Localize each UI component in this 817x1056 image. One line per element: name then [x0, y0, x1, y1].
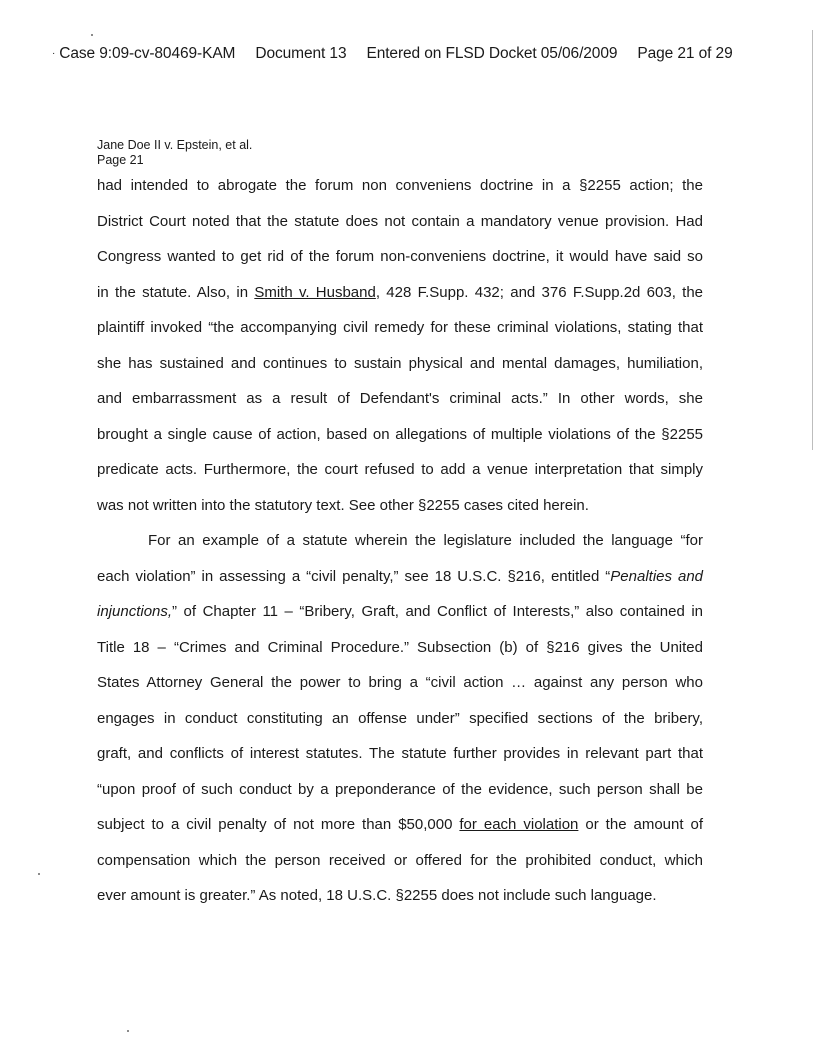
text-line: compensation which the person received or offered for the prohibited conduct, which	[97, 851, 703, 869]
text-line: was not written into the statutory text. See other §2255 cases cited herein.	[97, 496, 589, 514]
text-line: District Court noted that the statute does not contain a mandatory venue provision. Had	[97, 212, 703, 230]
text-fragment: each violation” in assessing a “civil penalty,” see 18 U.S.C. §216, entitled “	[97, 567, 611, 585]
text-line: and embarrassment as a result of Defendant's criminal acts.” In other words, she	[97, 390, 703, 407]
text-line	[97, 807, 703, 843]
text-line: she has sustained and continues to sustain physical and mental damages, humiliation,	[97, 354, 703, 372]
text-line: Title 18 – “Crimes and Criminal Procedure.” Subsection (b) of §216 gives the United	[97, 638, 703, 656]
statute-title: injunctions,	[97, 603, 173, 620]
text-line: ever amount is greater.” As noted, 18 U.S.C. §2255 does not include such language.	[97, 887, 657, 904]
scan-speck	[38, 873, 40, 875]
caption-page: Page 21	[97, 153, 144, 167]
case-number: Case 9:09-cv-80469-KAM	[59, 45, 236, 62]
text-line: States Attorney General the power to bring a “civil action … against any person who	[97, 674, 703, 691]
text-line: had intended to abrogate the forum non conveniens doctrine in a §2255 action; the	[97, 177, 703, 194]
text-fragment: ” of Chapter 11 – “Bribery, Graft, and Conflict of Interests,” also contained in	[172, 603, 703, 620]
docket-entry-date: Entered on FLSD Docket 05/06/2009	[366, 45, 618, 62]
scan-mark: ·	[52, 48, 56, 60]
page-count: Page 21 of 29	[637, 45, 733, 62]
text-line: engages in conduct constituting an offense under” specified sections of the bribery,	[97, 709, 703, 727]
docket-header	[52, 45, 733, 63]
statute-title: Penalties and	[610, 567, 704, 585]
text-fragment: subject to a civil penalty of not more than $50,000	[97, 816, 460, 833]
case-caption	[97, 138, 252, 168]
text-fragment: , 428 F.Supp. 432; and 376 F.Supp.2d 603, the	[375, 283, 703, 301]
text-fragment: or the amount of	[578, 816, 704, 833]
emphasized-phrase: for each violation	[459, 816, 579, 833]
scan-speck	[127, 1030, 129, 1032]
text-line: plaintiff invoked “the accompanying civil remedy for these criminal violations, stating that	[97, 319, 703, 336]
document-number: Document 13	[255, 45, 347, 62]
text-fragment: in the statute. Also, in	[97, 283, 255, 301]
text-line	[97, 559, 703, 595]
paragraph-2	[97, 523, 703, 914]
text-line: graft, and conflicts of interest statutes. The statute further provides in relevant part that	[97, 745, 703, 762]
text-line: brought a single cause of action, based on allegations of multiple violations of the §2255	[97, 425, 703, 443]
text-line: “upon proof of such conduct by a preponderance of the evidence, such person shall be	[97, 780, 703, 798]
document-body	[97, 168, 703, 914]
text-line: For an example of a statute wherein the legislature included the language “for	[148, 532, 703, 549]
text-line: Congress wanted to get rid of the forum non-conveniens doctrine, it would have said so	[97, 248, 703, 265]
text-line	[97, 594, 703, 630]
caption-title: Jane Doe II v. Epstein, et al.	[97, 138, 253, 152]
scan-edge-line	[812, 30, 813, 450]
text-line: predicate acts. Furthermore, the court refused to add a venue interpretation that simply	[97, 461, 703, 478]
paragraph-1	[97, 168, 703, 523]
case-citation: Smith v. Husband	[254, 283, 376, 301]
scan-speck	[91, 34, 93, 36]
text-line	[97, 275, 703, 311]
